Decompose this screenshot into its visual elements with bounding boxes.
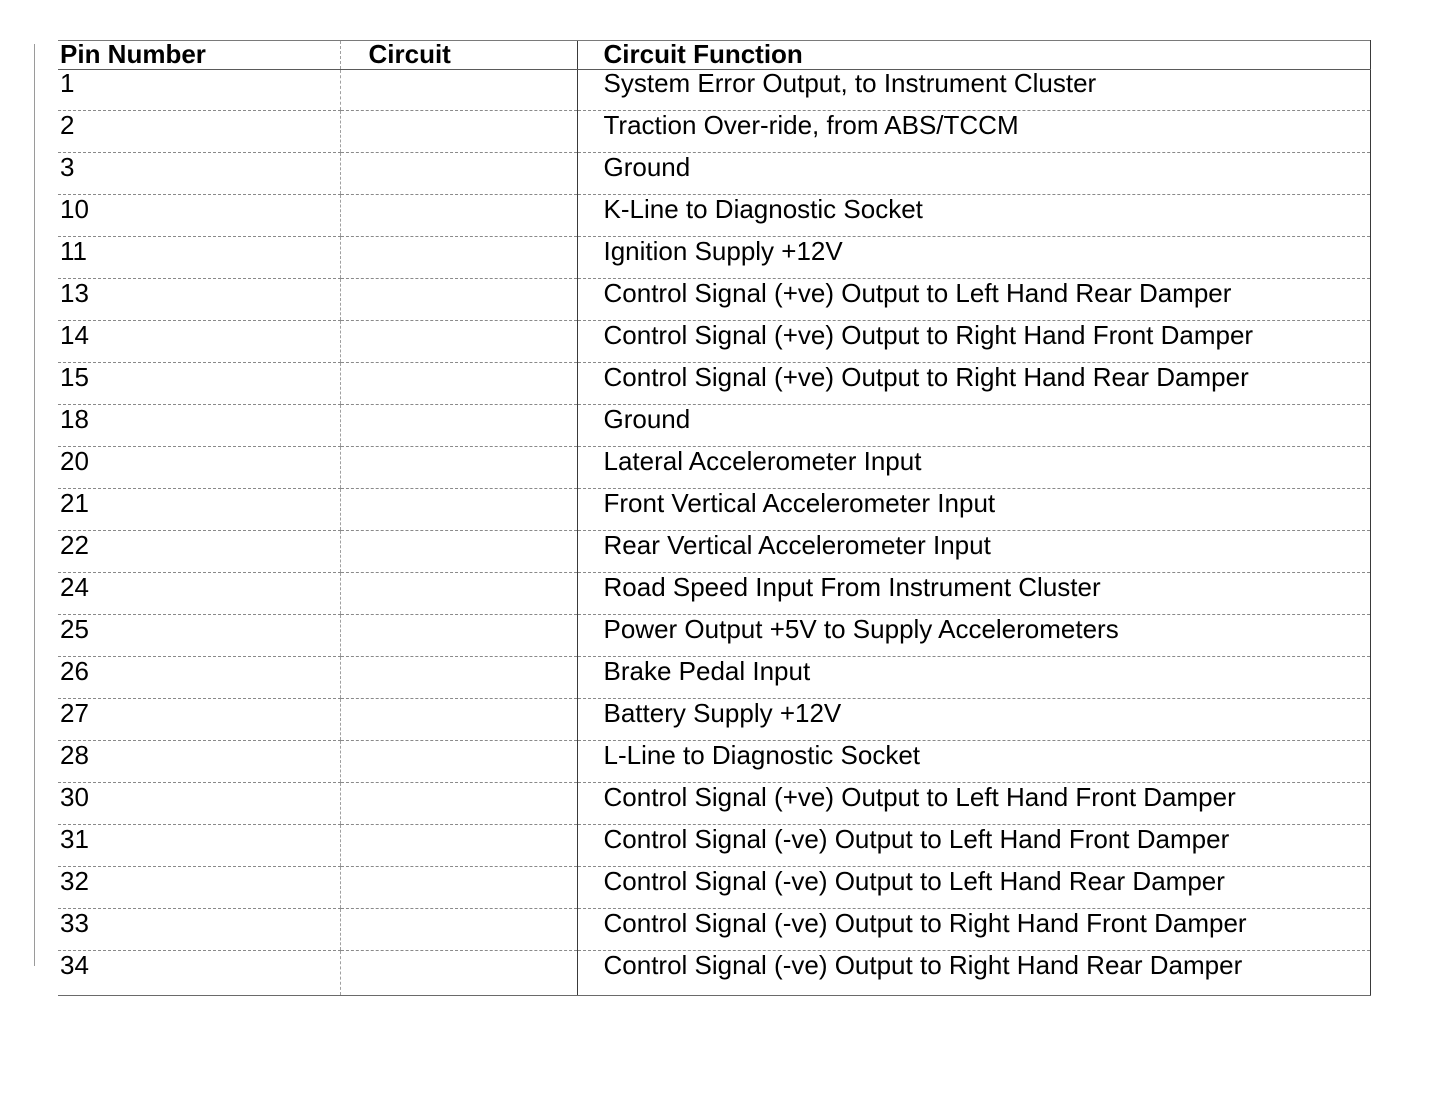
pin-number-cell: 24 <box>58 573 340 615</box>
pin-number-cell: 21 <box>58 489 340 531</box>
circuit-function-cell: Power Output +5V to Supply Accelerometers <box>577 615 1370 657</box>
circuit-function-cell: Control Signal (+ve) Output to Left Hand Rear Damper <box>577 279 1370 321</box>
pin-number-cell: 34 <box>58 951 340 996</box>
header-pin-number: Pin Number <box>58 41 340 70</box>
pin-number-cell: 26 <box>58 657 340 699</box>
circuit-function-cell: Ground <box>577 405 1370 447</box>
pin-number-cell: 11 <box>58 237 340 279</box>
circuit-function-cell: System Error Output, to Instrument Cluster <box>577 70 1370 111</box>
pin-number-cell: 30 <box>58 783 340 825</box>
pin-number-cell: 1 <box>58 70 340 111</box>
table-row <box>58 909 1370 951</box>
pin-number-cell: 28 <box>58 741 340 783</box>
circuit-cell <box>340 405 577 447</box>
circuit-function-cell: Control Signal (-ve) Output to Right Hand Front Damper <box>577 909 1370 951</box>
table-row <box>58 867 1370 909</box>
circuit-cell <box>340 489 577 531</box>
circuit-function-cell: Lateral Accelerometer Input <box>577 447 1370 489</box>
circuit-cell <box>340 195 577 237</box>
circuit-function-cell: Control Signal (-ve) Output to Right Hand Rear Damper <box>577 951 1370 996</box>
circuit-cell <box>340 867 577 909</box>
table-row <box>58 447 1370 489</box>
table-row <box>58 363 1370 405</box>
circuit-cell <box>340 951 577 996</box>
circuit-function-cell: Control Signal (+ve) Output to Right Hand Rear Damper <box>577 363 1370 405</box>
table-row <box>58 615 1370 657</box>
table-row <box>58 657 1370 699</box>
circuit-function-cell: Control Signal (+ve) Output to Right Hand Front Damper <box>577 321 1370 363</box>
table-row <box>58 531 1370 573</box>
pin-number-cell: 2 <box>58 111 340 153</box>
circuit-cell <box>340 783 577 825</box>
table-row <box>58 321 1370 363</box>
pin-number-cell: 20 <box>58 447 340 489</box>
pin-number-cell: 14 <box>58 321 340 363</box>
header-circuit-function: Circuit Function <box>577 41 1370 70</box>
circuit-cell <box>340 153 577 195</box>
pin-number-cell: 33 <box>58 909 340 951</box>
table-row <box>58 279 1370 321</box>
circuit-function-cell: L-Line to Diagnostic Socket <box>577 741 1370 783</box>
table-row <box>58 699 1370 741</box>
circuit-cell <box>340 573 577 615</box>
circuit-cell <box>340 825 577 867</box>
circuit-cell <box>340 111 577 153</box>
circuit-cell <box>340 70 577 111</box>
scan-margin-line <box>34 44 35 966</box>
circuit-cell <box>340 909 577 951</box>
circuit-cell <box>340 657 577 699</box>
circuit-function-cell: Ground <box>577 153 1370 195</box>
circuit-cell <box>340 321 577 363</box>
table-row <box>58 153 1370 195</box>
pin-number-cell: 13 <box>58 279 340 321</box>
table-row <box>58 489 1370 531</box>
header-circuit: Circuit <box>340 41 577 70</box>
circuit-function-cell: Control Signal (-ve) Output to Left Hand Front Damper <box>577 825 1370 867</box>
table-row <box>58 237 1370 279</box>
table-row <box>58 825 1370 867</box>
table-row <box>58 405 1370 447</box>
circuit-function-cell: Brake Pedal Input <box>577 657 1370 699</box>
circuit-cell <box>340 699 577 741</box>
circuit-function-cell: Battery Supply +12V <box>577 699 1370 741</box>
table-row <box>58 70 1370 111</box>
circuit-function-cell: Traction Over-ride, from ABS/TCCM <box>577 111 1370 153</box>
pin-table <box>58 40 1371 996</box>
table-row <box>58 111 1370 153</box>
circuit-cell <box>340 363 577 405</box>
pin-number-cell: 25 <box>58 615 340 657</box>
circuit-function-cell: Front Vertical Accelerometer Input <box>577 489 1370 531</box>
table-row <box>58 573 1370 615</box>
pin-number-cell: 15 <box>58 363 340 405</box>
table-row <box>58 951 1370 996</box>
pin-number-cell: 32 <box>58 867 340 909</box>
circuit-function-cell: Ignition Supply +12V <box>577 237 1370 279</box>
pin-number-cell: 18 <box>58 405 340 447</box>
circuit-function-cell: Rear Vertical Accelerometer Input <box>577 531 1370 573</box>
circuit-cell <box>340 615 577 657</box>
circuit-cell <box>340 279 577 321</box>
circuit-function-cell: K-Line to Diagnostic Socket <box>577 195 1370 237</box>
circuit-cell <box>340 531 577 573</box>
circuit-cell <box>340 447 577 489</box>
table-header-row <box>58 41 1370 70</box>
circuit-function-cell: Control Signal (+ve) Output to Left Hand Front Damper <box>577 783 1370 825</box>
table-row <box>58 783 1370 825</box>
table-row <box>58 741 1370 783</box>
circuit-function-cell: Road Speed Input From Instrument Cluster <box>577 573 1370 615</box>
pin-number-cell: 31 <box>58 825 340 867</box>
pin-number-cell: 3 <box>58 153 340 195</box>
circuit-cell <box>340 237 577 279</box>
pin-number-cell: 10 <box>58 195 340 237</box>
pin-number-cell: 22 <box>58 531 340 573</box>
table-body <box>58 70 1370 996</box>
pin-number-cell: 27 <box>58 699 340 741</box>
circuit-cell <box>340 741 577 783</box>
table-row <box>58 195 1370 237</box>
circuit-function-cell: Control Signal (-ve) Output to Left Hand Rear Damper <box>577 867 1370 909</box>
